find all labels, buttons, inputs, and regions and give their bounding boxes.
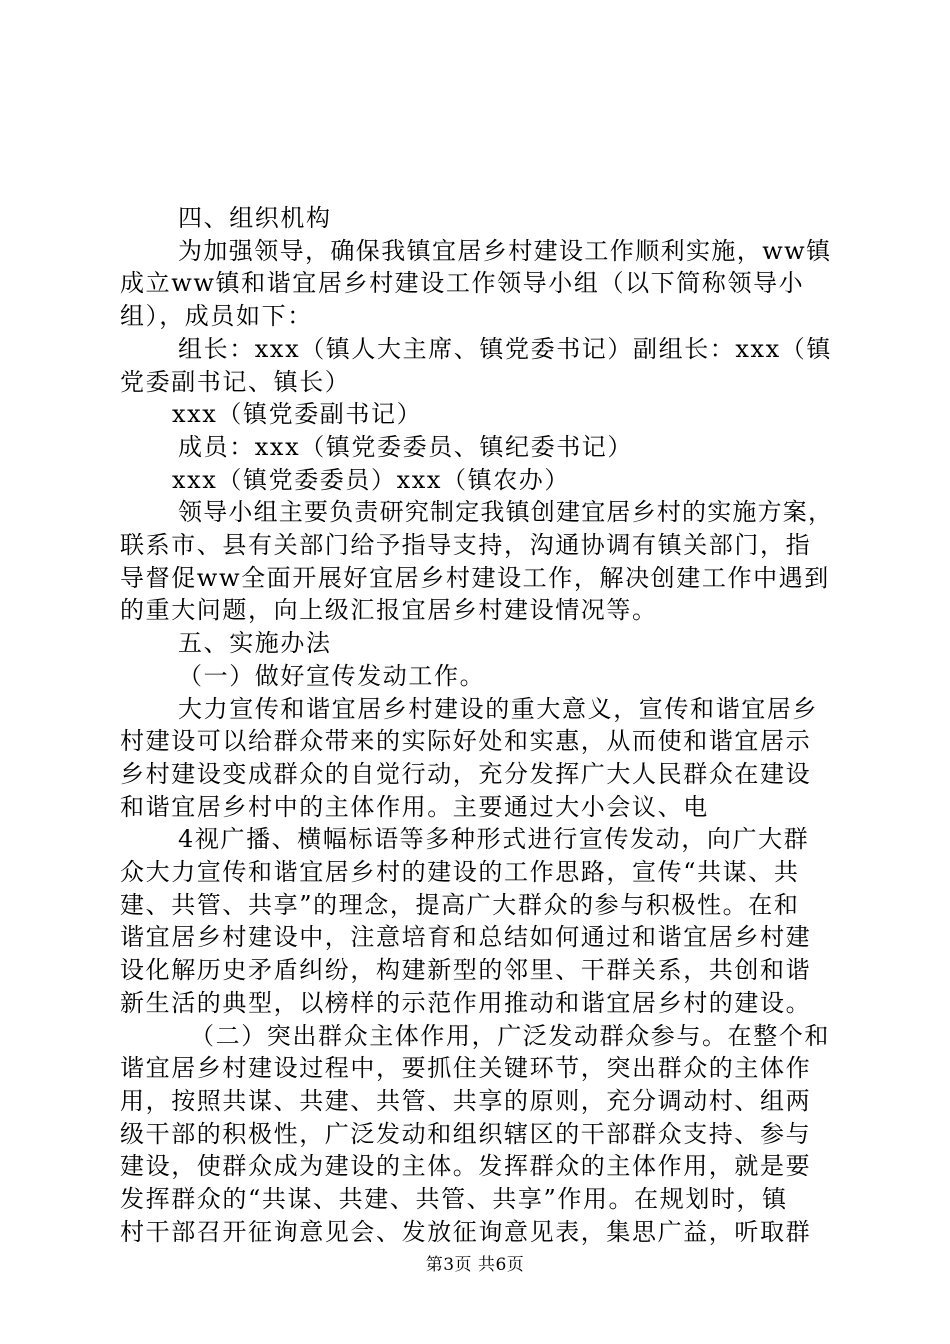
paragraph-line: 村建设可以给群众带来的实际好处和实惠，从而使和谐宜居示 (120, 727, 812, 756)
paragraph-line: 乡村建设变成群众的自觉行动，充分发挥广大人民群众在建设 (120, 759, 812, 788)
paragraph-line: 建、共管、共享”的理念，提高广大群众的参与积极性。在和 (120, 890, 800, 919)
paragraph-line: 用，按照共谋、共建、共管、共享的原则，充分调动村、组两 (120, 1086, 812, 1115)
paragraph-line: 组长：xxx（镇人大主席、镇党委书记）副组长：xxx（镇 (178, 334, 833, 363)
paragraph-line: 为加强领导，确保我镇宜居乡村建设工作顺利实施，ww镇 (178, 236, 832, 265)
paragraph-line: 成立ww镇和谐宜居乡村建设工作领导小组（以下简称领导小 (120, 269, 805, 298)
paragraph-line: xxx（镇党委委员）xxx（镇农办） (172, 465, 571, 494)
paragraph-line: 的重大问题，向上级汇报宜居乡村建设情况等。 (120, 596, 658, 625)
document-body (120, 202, 835, 1249)
paragraph-line: 建设，使群众成为建设的主体。发挥群众的主体作用，就是要 (120, 1152, 812, 1181)
paragraph-line: 谐宜居乡村建设中，注意培育和总结如何通过和谐宜居乡村建 (120, 923, 812, 952)
paragraph-line: 导督促ww全面开展好宜居乡村建设工作，解决创建工作中遇到 (120, 563, 830, 592)
paragraph-line: 联系市、县有关部门给予指导支持，沟通协调有镇关部门，指 (120, 531, 812, 560)
paragraph-line: 组），成员如下： (120, 302, 313, 331)
paragraph-line: 谐宜居乡村建设过程中，要抓住关键环节，突出群众的主体作 (120, 1054, 812, 1083)
subsection-heading: （一）做好宣传发动工作。 (178, 661, 486, 690)
paragraph-line: 党委副书记、镇长） (120, 367, 351, 396)
paragraph-line: 和谐宜居乡村中的主体作用。主要通过大小会议、电 (120, 792, 709, 821)
page-number-footer: 第3页 共6页 (425, 1255, 525, 1275)
paragraph-line: 设化解历史矛盾纠纷，构建新型的邻里、干群关系，共创和谐 (120, 956, 812, 985)
section-heading: 四、组织机构 (178, 204, 332, 232)
paragraph-line: 发挥群众的“共谋、共建、共管、共享”作用。在规划时，镇 (120, 1185, 788, 1214)
paragraph-line: 众大力宣传和谐宜居乡村的建设的工作思路，宣传“共谋、共 (120, 858, 800, 887)
paragraph-line: 领导小组主要负责研究制定我镇创建宜居乡村的实施方案， (178, 498, 834, 527)
paragraph-line: 4视广播、横幅标语等多种形式进行宣传发动，向广大群 (178, 825, 810, 854)
paragraph-line: 村干部召开征询意见会、发放征询意见表，集思广益，听取群 (120, 1217, 812, 1246)
paragraph-line: 级干部的积极性，广泛发动和组织辖区的干部群众支持、参与 (120, 1119, 812, 1148)
paragraph-line: 新生活的典型，以榜样的示范作用推动和谐宜居乡村的建设。 (120, 988, 812, 1017)
paragraph-line: xxx（镇党委副书记） (172, 400, 423, 429)
paragraph-line: 大力宣传和谐宜居乡村建设的重大意义，宣传和谐宜居乡 (178, 694, 818, 723)
subsection-heading: （二）突出群众主体作用，广泛发动群众参与。在整个和 (190, 1021, 830, 1050)
paragraph-line: 成员：xxx（镇党委委员、镇纪委书记） (178, 432, 634, 461)
section-heading: 五、实施办法 (178, 629, 332, 658)
